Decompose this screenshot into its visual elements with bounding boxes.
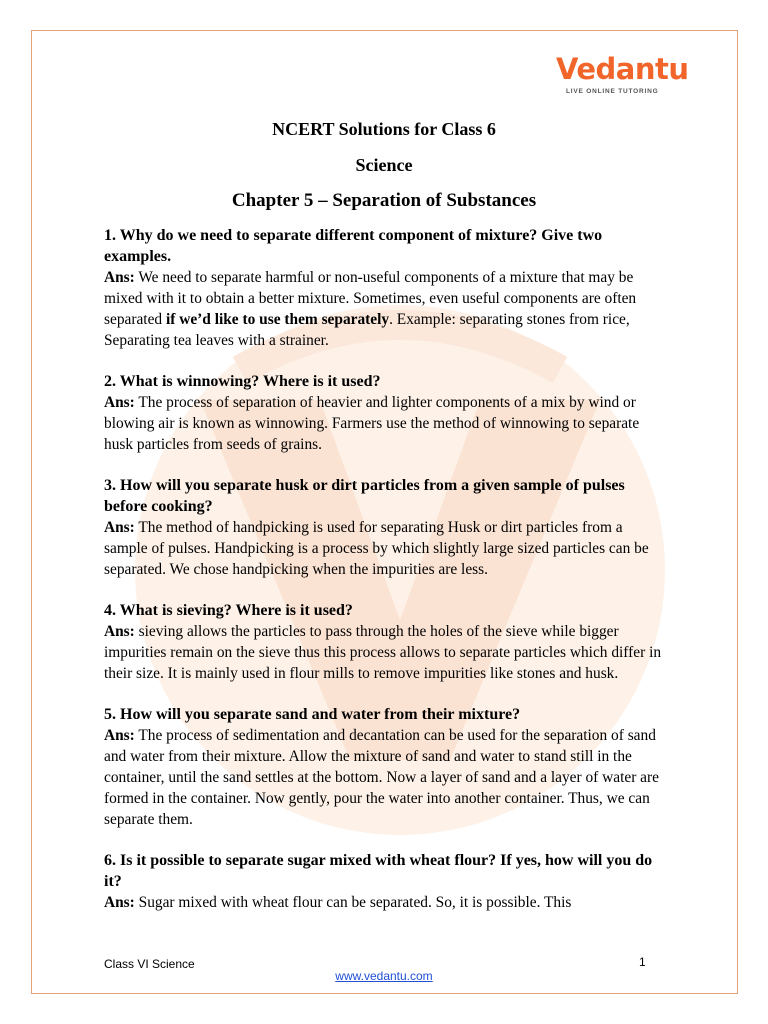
ans-label: Ans: [104, 394, 135, 411]
qa-item-5 [104, 704, 664, 830]
qa-item-2 [104, 371, 664, 455]
answer-1 [104, 267, 664, 351]
logo-wordmark: Vedantu [556, 52, 689, 86]
document-title: NCERT Solutions for Class 6 [272, 119, 496, 139]
question-2: 2. What is winnowing? Where is it used? [104, 373, 381, 390]
answer-5-text: The process of sedimentation and decantation can be used for the separation of sand and water from their mixture. Allow the mixture of sand and water to stand still in the container, until the sand settles at the bottom. Now a layer of sand and a layer of water are formed in the container. Now gently, pour the water into another container. Thus, we can separate them. [104, 727, 659, 828]
qa-item-3 [104, 475, 664, 580]
subject-title: Science [355, 155, 413, 175]
answer-2 [104, 392, 664, 455]
answer-1-bold: if we’d like to use them separately [165, 311, 390, 328]
answer-1-text-a: We need to separate harmful or non-useful components of a mixture that may be mixed with it to obtain a better mixture. Sometimes, even useful components are often separated [104, 269, 637, 328]
logo-tagline: LIVE ONLINE TUTORING [566, 88, 659, 95]
answer-4 [104, 621, 664, 684]
ans-label: Ans: [104, 623, 135, 640]
ans-label: Ans: [104, 727, 135, 744]
answer-3-text: The method of handpicking is used for separating Husk or dirt particles from a sample of pulses. Handpicking is a process by which slightly large sized particles can be separated. We chose handpicking when the impurities are less. [104, 519, 649, 578]
question-3: 3. How will you separate husk or dirt particles from a given sample of pulses before cooking? [104, 477, 625, 515]
answer-5 [104, 725, 664, 830]
footer-class-label: Class VI Science [104, 957, 195, 971]
answer-2-text: The process of separation of heavier and lighter components of a mix by wind or blowing air is known as winnowing. Farmers use the method of winnowing to separate husk particles from seeds of grains. [104, 394, 640, 453]
answer-3 [104, 517, 664, 580]
ans-label: Ans: [104, 519, 135, 536]
answer-4-text: sieving allows the particles to pass through the holes of the sieve while bigger impurities remain on the sieve thus this process allows to separate particles which differ in their size. It is mainly used in flour mills to remove impurities like stones and husk. [104, 623, 662, 682]
chapter-title: Chapter 5 – Separation of Substances [231, 190, 537, 211]
answer-6 [104, 892, 664, 913]
qa-item-1 [104, 225, 664, 351]
question-1: 1. Why do we need to separate different component of mixture? Give two examples. [104, 227, 603, 265]
question-6: 6. Is it possible to separate sugar mixed with wheat flour? If yes, how will you do it? [104, 852, 653, 890]
question-5: 5. How will you separate sand and water from their mixture? [104, 706, 521, 723]
vedantu-website-link[interactable]: www.vedantu.com [335, 969, 433, 983]
ans-label: Ans: [104, 894, 135, 911]
page-number: 1 [639, 955, 646, 969]
qa-content [104, 225, 664, 933]
ans-label: Ans: [104, 269, 135, 286]
vedantu-logo [556, 52, 689, 100]
qa-item-6 [104, 850, 664, 913]
question-4: 4. What is sieving? Where is it used? [104, 602, 353, 619]
answer-1-text-b: . Example: separating stones from rice, Separating tea leaves with a strainer. [104, 311, 630, 349]
qa-item-4 [104, 600, 664, 684]
answer-6-text: Sugar mixed with wheat flour can be separated. So, it is possible. This [134, 894, 572, 911]
